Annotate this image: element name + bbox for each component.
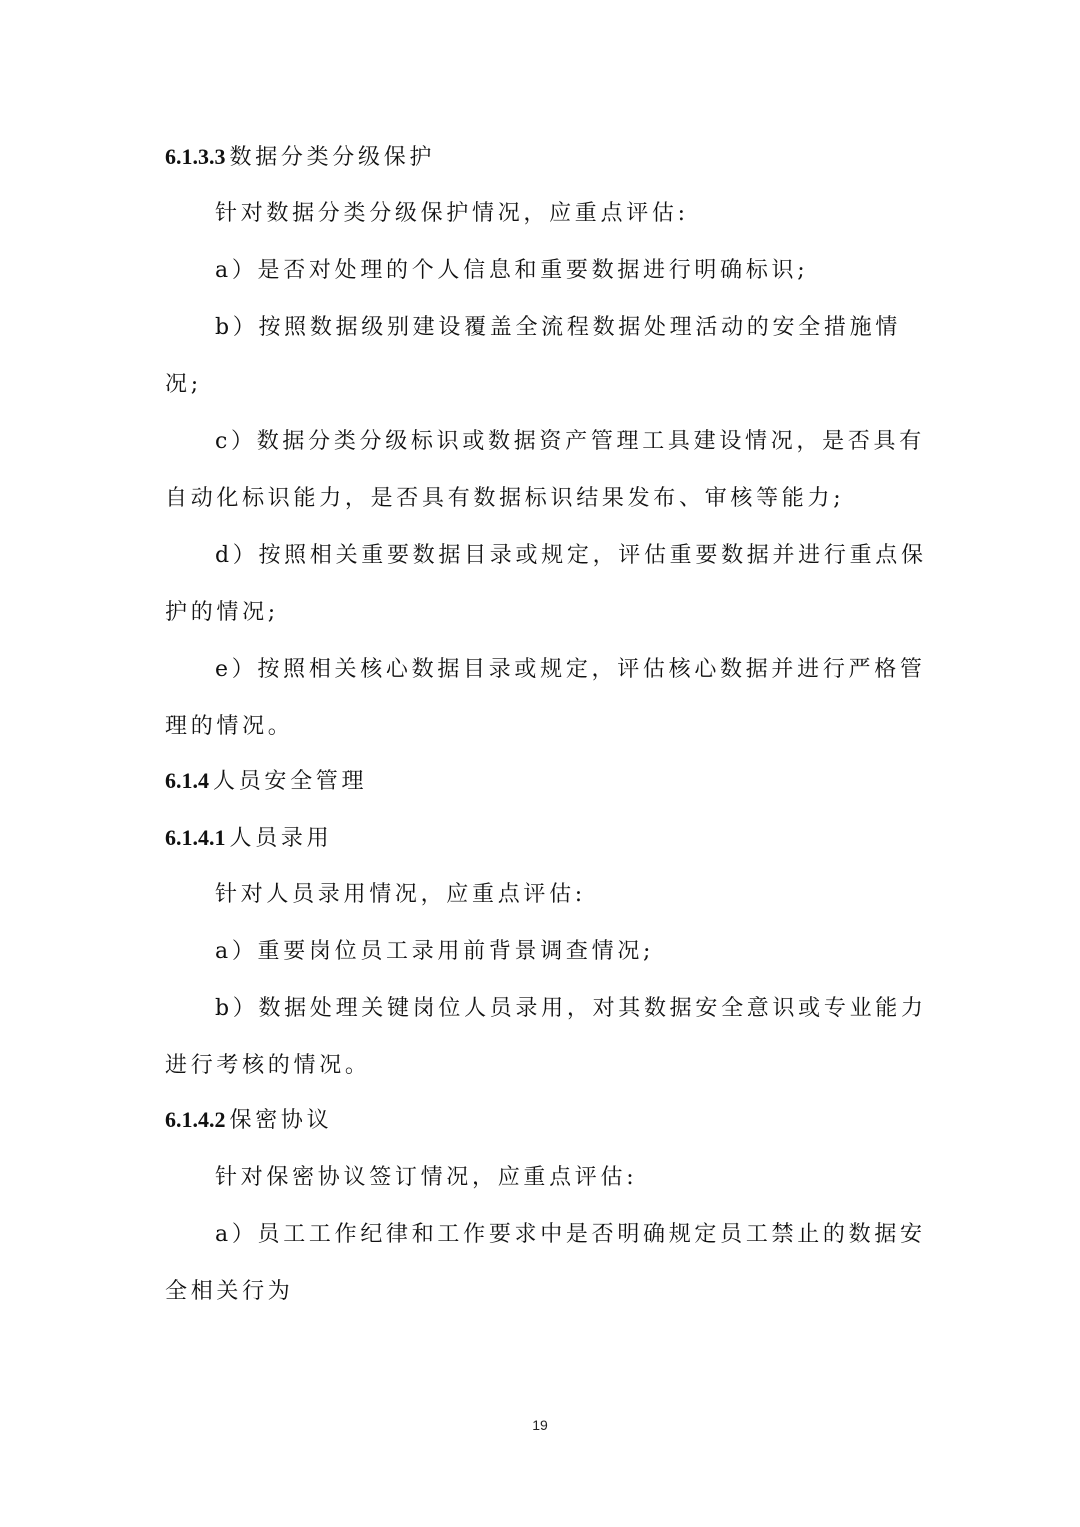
- section-number: 6.1.3.3: [165, 144, 226, 169]
- list-item-b: b）数据处理关键岗位人员录用，对其数据安全意识或专业能力: [215, 996, 927, 1021]
- list-item-b: b）按照数据级别建设覆盖全流程数据处理活动的安全措施情: [215, 315, 901, 340]
- list-item-d: d）按照相关重要数据目录或规定，评估重要数据并进行重点保: [215, 543, 927, 568]
- list-item-a: a）重要岗位员工录用前背景调查情况;: [215, 939, 655, 964]
- section-heading-6-1-3-3: [165, 142, 435, 173]
- section-number: 6.1.4.2: [165, 1107, 226, 1132]
- section-title: 数据分类分级保护: [229, 145, 436, 170]
- list-item-e: e）按照相关核心数据目录或规定，评估核心数据并进行严格管: [215, 657, 926, 682]
- paragraph-intro: 针对数据分类分级保护情况，应重点评估:: [215, 201, 689, 226]
- section-number: 6.1.4.1: [165, 825, 226, 850]
- section-title: 人员安全管理: [213, 769, 368, 794]
- section-number: 6.1.4: [165, 768, 209, 793]
- list-item-a: a）是否对处理的个人信息和重要数据进行明确标识;: [215, 258, 809, 283]
- list-item-c: c）数据分类分级标识或数据资产管理工具建设情况，是否具有: [215, 429, 925, 454]
- list-item-d-continued: 护的情况;: [165, 600, 279, 625]
- list-item-b-continued: 进行考核的情况。: [165, 1053, 371, 1078]
- section-title: 人员录用: [229, 826, 333, 851]
- section-title: 保密协议: [229, 1108, 333, 1133]
- page-number: 19: [532, 1417, 548, 1433]
- paragraph-intro: 针对保密协议签订情况，应重点评估:: [215, 1165, 638, 1190]
- list-item-e-continued: 理的情况。: [165, 714, 294, 739]
- list-item-a-continued: 全相关行为: [165, 1279, 294, 1304]
- list-item-c-continued: 自动化标识能力，是否具有数据标识结果发布、审核等能力;: [165, 486, 845, 511]
- list-item-a: a）员工工作纪律和工作要求中是否明确规定员工禁止的数据安: [215, 1222, 926, 1247]
- section-heading-6-1-4: [165, 766, 367, 797]
- section-heading-6-1-4-2: [165, 1105, 332, 1136]
- list-item-b-continued: 况;: [165, 372, 202, 397]
- paragraph-intro: 针对人员录用情况，应重点评估:: [215, 882, 586, 907]
- section-heading-6-1-4-1: [165, 823, 332, 854]
